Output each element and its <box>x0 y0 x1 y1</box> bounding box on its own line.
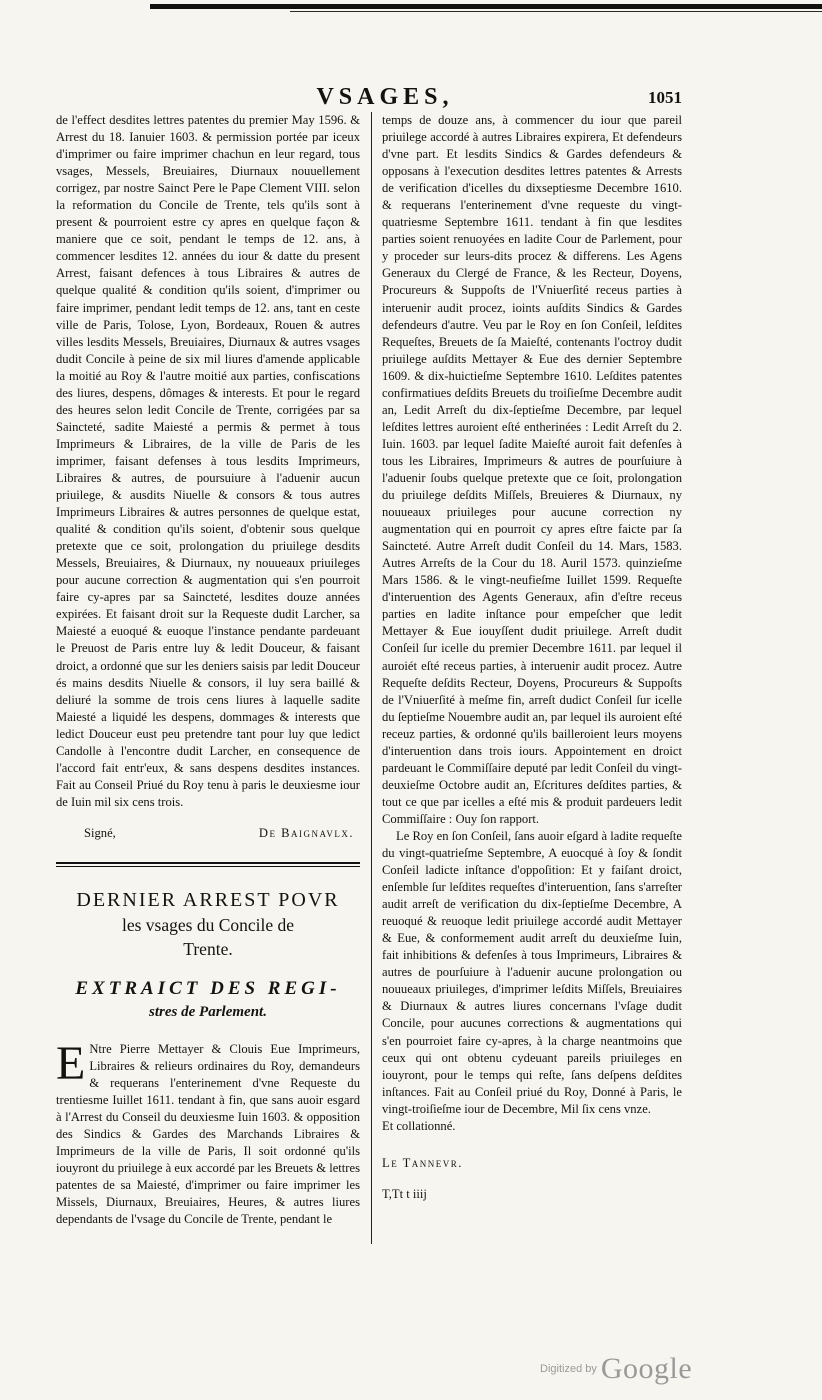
signe-label: Signé, <box>84 825 116 840</box>
column-divider <box>371 112 372 1244</box>
right-paragraph-ruling: Le Roy en ſon Conſeil, ſans auoir eſgard à ladite requeſte du vingt-quatrieſme Septembre, A euocqué à ſoy & ſondit Conſeil ladicte inſtance d'oppoſition: Et y faiſant droict, enſemble ſur leſdites requeſtes d'interuention, ſans s'arreſter audit arreſt de verification du dix-ſeptieſme Decembre, A reuoqué & reuoque ledit priuilege accordé audit Mettayer & Eue, & conformement audit arreſt du deuxieſme Iuin, fait inhibitions & defenſes à tous Imprimeurs, Libraires & autres de pourſuiure à l'aduenir aucune prolongation ou nouueaux priuileges, d'imprimer leſdits Miſſels, Breuiaires & Diurnaux & autres liures concernans l'vſage dudit Concile, pour aucunes corrections & augmentations qui s'en pourroiet faire cy-apres, à la charge neantmoins que ceux qui ont obtenu cydeuant pareils priuileges en iouyront, pour le temps qui reſte, ſans deſpens deſdites inſtances. Fait au Conſeil priué du Roy, Donné à Paris, le vingt-troiſieſme iour de Decembre, Mil ſix cens vnze. <box>382 828 682 1116</box>
right-column <box>382 112 682 1203</box>
drop-cap: E <box>56 1036 86 1090</box>
title-line-1: DERNIER ARREST POVR <box>76 888 340 911</box>
subtitle-line-2: stres de Parlement. <box>149 1003 267 1020</box>
google-logo: Google <box>600 1352 693 1385</box>
signature-mark: T,Tt t iiij <box>382 1186 427 1201</box>
right-paragraph-continued: temps de douze ans, à commencer du iour que pareil priuilege accordé à autres Libraires expirera, Et defendeurs d'vne part. Et lesdits Sindics & Gardes defendeurs & opposans à l'execution desdites lettres patentes & Arrests de verification d'icelles du dixseptiesme Decembre 1610. & requerans l'enterinement d'vne requeste du vingt-quatriesme Septembre 1611. tendant à fin que lesdites parties soient renuoyées en ladite Cour de Parlement, pour y proceder sur leurs-dits procez & differens. Les Agens Generaux du Clergé de France, & les Recteur, Doyens, Procureurs & Suppoſts de l'Vniuerſité receus parties à interuenir audit procez, ioints auſdits Sindics & Gardes defendeurs d'autre. Veu par le Roy en ſon Conſeil, leſdites Requeſtes, Breuets de ſa Maieſté, contenants l'octroy dudit priuilege auſdits Mettayer & Eue des dernier Septembre 1609. & dix-huictieſme Septembre 1610. Leſdites patentes confirmatiues deſdits Breuets du troiſieſme Decembre audit an, Ledit Arreſt du dix-ſeptieſme Decembre, par lequel leſdites lettres auroient eſté entherinées : Ledit Arreſt du 2. Iuin. 1603. par lequel ſadite Maieſté auroit fait defenſes à tous les Libraires, Imprimeurs & autres de pourſuiure à l'aduenir ſoubs quelque pretexte que ce ſoit, prolongation du priuilege deſdits Miſſels, Breuieres & Diurnaux, ny nouueaux priuileges pour aucune correction ny augmentation qui en pourroit cy apres eſtre faicte par ſa Saincteté. Autre Arreſt dudit Conſeil du 14. Mars, 1583. Autres Arreſts de la Cour du 18. Auril 1573. quinzieſme Mars 1586. & le vingt-neufieſme Iuillet 1599. Requeſte d'interuention des Agents Generaux, afin d'eſtre receus parties en ladite inſtance pour empeſcher que ledit Mettayer & Eue iouyſſent dudit priuilege. Arreſt dudit Conſeil ſur icelle du premier Decembre 1611. par lequel il auroiét eſté receus parties, à interuenir audit procez. Autre Requeſte deſdits Recteur, Doyens, Procureurs & Suppoſts de l'Vniuerſité à meſme fin, arreſt dudict Conſeil ſur icelle du ſeptieſme Nouembre audit an, par lequel ils auroient eſté receuz parties, & ordonné qu'ils bailleroient leurs moyens d'interuention dans trois iours. Appointement en droict pardeuant le Commiſſaire deputé par ledit Conſeil du vingt-deuxieſme Octobre audit an, Eſcritures deſdites parties, & tout ce que par icelles a eſté mis & produit pardeuers ledit Commiſſaire : Ouy ſon rapport. <box>382 113 682 826</box>
section-divider <box>56 862 360 867</box>
title-line-3: Trente. <box>183 938 233 959</box>
collationne-line: Et collationné. <box>382 1118 456 1133</box>
left-column <box>56 112 360 1228</box>
left-paragraph-new: Ntre Pierre Mettayer & Clouis Eue Imprimeurs, Libraires & relieurs ordinaires du Roy, demandeurs & requerans l'enterinement d'vne Requeste du trentiesme Iuillet 1611. tendant à fin, que sans auoir esgard à l'Arrest du Conseil du deuxiesme Iuin 1603. & opposition des Sindics & Gardes des Marchands Libraires & Imprimeurs de la ville de Paris, Il soit ordonné qu'ils iouyront du priuilege à eux accordé par les Breuets & lettres patentes de sa Maiesté, d'imprimer ou faire imprimer les Missels, Diurnaux, Breuiaires, Heures, & autres liures dependants de l'vsage du Concile de Trente, pendant le <box>56 1041 360 1227</box>
clerk-signature: Le Tannevr. <box>382 1155 463 1170</box>
subtitle-line-1: EXTRAICT DES REGI- <box>75 977 341 999</box>
signature-line <box>56 825 360 842</box>
left-paragraph-continued: de l'effect desdites lettres patentes du premier May 1596. & Arrest du 18. Ianuier 1603. & permission portée par iceux d'imprimer ou faire imprimer chachun en leur regard, tous vsages, Messels, Breuiaires, Diurnaux nouuellement corrigez, par nostre Sainct Pere le Pape Clement VIII. selon la reformation du Concile de Trente, tels qu'ils sont à present & pourroient estre cy apres en quelque façon & maniere que ce soit, pendant le temps de 12. ans, à commencer lesdites 12. années du iour & datte du present Arrest, faisant defences à tous Libraires & autres de quelque qualité & condition qu'ils soient, d'imprimer ou faire imprimer, pendant ledit temps de 12. ans, tant en ceste ville de Paris, Tolose, Lyon, Bordeaux, Rouen & autres villes lesdits Messels, Breuiaires, Diurnaux & autres vsages dudit Concile à peine de six mil liures d'amende applicable la moitié au Roy & l'autre moitié aux parties, confiscations des liures, despens, dômages & interests. Et pour le regard des heures selon ledit Concile de Trente, corrigées par sa Saincteté, sadite Maiesté a permis & permet à tous Imprimeurs & Libraires, de la ville de Paris de les imprimer, faisant defenses à tous lesdits Imprimeurs, Libraires & autres, de poursuiure à l'aduenir aucun priuilege, & ausdits Niuelle & consors & tous autres Imprimeurs Libraires & autres personnes de quelque estat, qualité & condition qu'ils soient, d'obtenir sous quelque pretexte que ce soit, prolongation du priuilege desdits Messels, Breuiaires, & Diurnaux, ny nouueaux priuileges pour aucune correction & augmentation qui s'en pourroit faire cy-apres par sa Saincteté, lesdites douze années expirées. Et faisant droit sur la Requeste dudit Larcher, sa Maiesté a euoqué & euoque l'instance pendante pardeuant le Preuost de Paris entre luy & ledit Douceur, & faisant droict, a ordonné que sur les deniers saisis par ledit Douceur és mains desdits Niuelle & consors, il luy sera baillé & deliuré la somme de trois cens liures à laquelle sadite Maiesté a liquidé les despens, dommages & interests que ledict Douceur eust peu pretendre tant pour luy que ledict Candolle à l'encontre dudit Larcher, en consequence de l'accord fait entr'eux, & sans despens desdites instances. Fait au Conseil Priué du Roy tenu à paris le deuxiesme iour de Iuin mil six cens trois. <box>56 113 360 809</box>
running-head: VSAGES, <box>316 84 454 110</box>
signe-name: De Baignavlx. <box>258 825 354 840</box>
watermark-label: Digitized by <box>540 1363 597 1375</box>
page-number: 1051 <box>648 88 682 107</box>
arrest-body <box>56 1036 360 1229</box>
page-top-rule <box>150 0 822 12</box>
section-title <box>56 887 360 961</box>
section-subtitle <box>56 977 360 1023</box>
digitization-watermark <box>540 1352 692 1386</box>
title-line-2: les vsages du Concile de <box>121 914 295 935</box>
